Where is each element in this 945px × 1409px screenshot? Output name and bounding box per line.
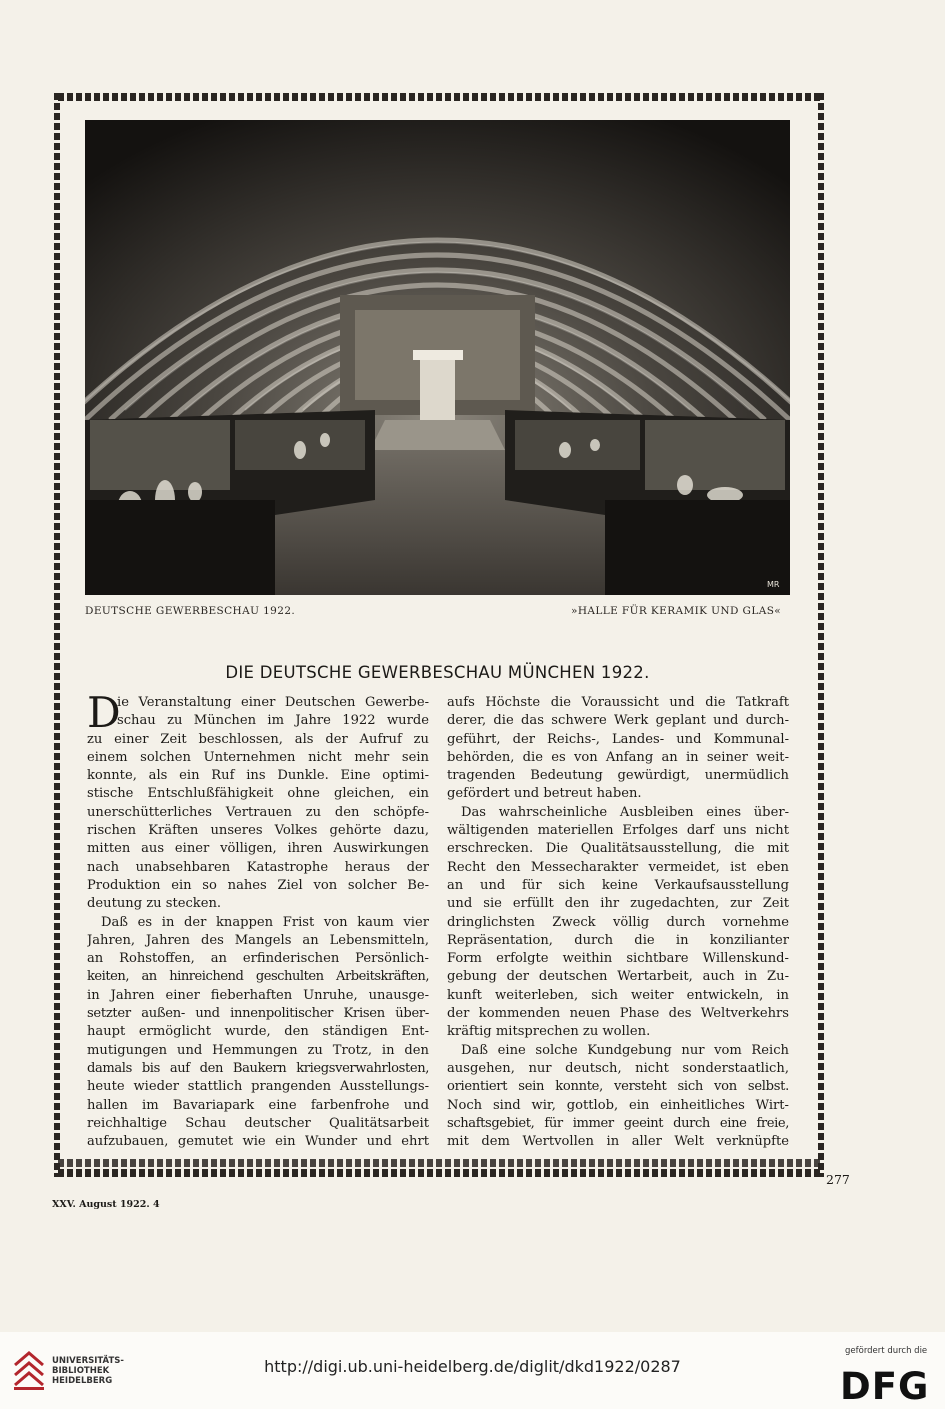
text-line: Daß eine solche Kundgebung nur vom Reich [461,1042,789,1058]
text-line: an Rohstoffen, an erfinderischen Persönlich- [87,951,429,967]
text-column-left [87,688,429,1151]
text-line: in Jahren einer fieberhaften Unruhe, unausge- [87,987,429,1003]
text-line: orientiert sein konnte, versteht sich von selbst. [447,1079,789,1095]
article-title: DIE DEUTSCHE GEWERBESCHAU MÜNCHEN 1922. [225,663,650,682]
text-line: gefördert und betreut haben. [447,786,642,802]
text-line: deutung zu stecken. [87,896,222,912]
text-line: der kommenden neuen Phase des Weltverkehrs [447,1006,789,1022]
text-line: schau zu München im Jahre 1922 wurde [117,713,429,729]
text-line: an und für sich keine Verkaufsausstellung [447,877,789,893]
dfg-logo: DFG [840,1365,930,1408]
text-line: schaftsgebiet, für immer geeint durch eine freie, [447,1115,789,1131]
permalink-url[interactable]: http://digi.ub.uni-heidelberg.de/diglit/dkd1922/0287 [264,1357,681,1376]
library-line: UNIVERSITÄTS- [52,1356,124,1366]
text-line: Produktion ein so nahes Ziel von solcher Be- [87,877,429,893]
text-line: und sie erfüllt den ihr zugedachten, zur Zeit [447,896,789,912]
border-bottom [58,1169,822,1177]
text-line: unerschütterliches Vertrauen zu den schöpfe- [87,804,429,820]
border-top [58,93,822,101]
text-line: rischen Kräften unseres Volkes gehörte dazu, [87,823,429,839]
text-line: aufzubauen, gemutet wie ein Wunder und ehrt [87,1134,429,1150]
text-line: Das wahrscheinliche Ausbleiben eines über- [461,804,789,820]
border-left [54,93,60,1177]
exhibition-hall-photo [85,120,790,595]
text-line: Noch sind wir, gottlob, ein einheitliches Wirt- [447,1097,789,1113]
text-line: damals bis auf den Baukern kriegsverwahrlosten, [87,1060,429,1076]
text-line: gebung der deutschen Wertarbeit, auch in Zu- [447,969,789,985]
text-line: geführt, der Reichs-, Landes- und Kommunal- [447,731,789,747]
text-line: Jahren, Jahren des Mangels an Lebensmitteln, [87,932,429,948]
text-line: Daß es in der knappen Frist von kaum vier [101,914,429,930]
text-line: Form erfolgte weithin sichtbare Willenskund- [447,951,789,967]
text-line: haupt ermöglicht wurde, den ständigen Ent- [87,1024,429,1040]
text-line: hallen im Bavariapark eine farbenfrohe und [87,1097,429,1113]
text-line: mutigungen und Hemmungen zu Trotz, in den [87,1042,429,1058]
text-line: mit dem Wertvollen in aller Welt verknüpfte [447,1134,789,1150]
photo-monogram: MR [767,580,780,589]
text-line: dringlichsten Zweck völlig durch vornehme [447,914,789,930]
library-line: HEIDELBERG [52,1376,113,1386]
photo-caption-right: »HALLE FÜR KERAMIK UND GLAS« [571,605,782,617]
issue-line: XXV. August 1922. 4 [52,1199,160,1210]
text-line: einem solchen Unternehmen nicht mehr sein [87,749,429,765]
text-line: stische Entschlußfähigkeit ohne gleichen, ein [87,786,429,802]
border-right [818,93,824,1177]
text-line: kräftig mitsprechen zu wollen. [447,1024,651,1040]
text-line: setzter außen- und innenpolitischer Krisen über- [87,1006,429,1022]
text-line: ausgehen, nur deutsch, nicht sonderstaatlich, [447,1060,789,1076]
border-bottom-inner [58,1159,822,1167]
text-line: mitten aus einer völligen, ihren Auswirkungen [87,841,429,857]
text-line: keiten, an hinreichend geschulten Arbeitskräften, [87,969,429,985]
text-line: tragenden Bedeutung gewürdigt, unermüdlich [447,768,789,784]
text-line: heute wieder stattlich prangenden Ausstellungs- [87,1079,429,1095]
text-line: wältigenden materiellen Erfolges darf uns nicht [447,823,789,839]
text-line: Repräsentation, durch die in konzilianter [447,932,789,948]
page-number: 277 [826,1172,850,1187]
text-line: zu einer Zeit beschlossen, als der Aufruf zu [87,731,429,747]
text-line: ie Veranstaltung einer Deutschen Gewerbe- [117,695,429,710]
text-line: Recht den Messecharakter vermeidet, ist eben [447,859,789,875]
library-line: BIBLIOTHEK [52,1366,110,1376]
text-line: nach unabsehbaren Katastrophe heraus der [87,859,429,875]
text-line: derer, die das schwere Werk geplant und durch- [447,713,789,729]
photo-caption-left: DEUTSCHE GEWERBESCHAU 1922. [85,605,296,617]
text-line: kunft weiterleben, sich weiter entwickeln, in [447,987,789,1003]
text-line: aufs Höchste die Voraussicht und die Tatkraft [447,695,789,710]
text-line: behörden, die es von Anfang an in seiner weit- [447,749,789,765]
funded-by-label: gefördert durch die [845,1346,928,1356]
text-column-right [447,694,789,1151]
text-line: erschrecken. Die Qualitätsausstellung, die mit [447,841,789,857]
drop-cap: D [87,688,121,737]
hall-illustration [85,120,790,595]
text-line: konnte, als ein Ruf ins Dunkle. Eine optimi- [87,768,429,784]
text-line: reichhaltige Schau deutscher Qualitätsarbeit [87,1115,429,1131]
